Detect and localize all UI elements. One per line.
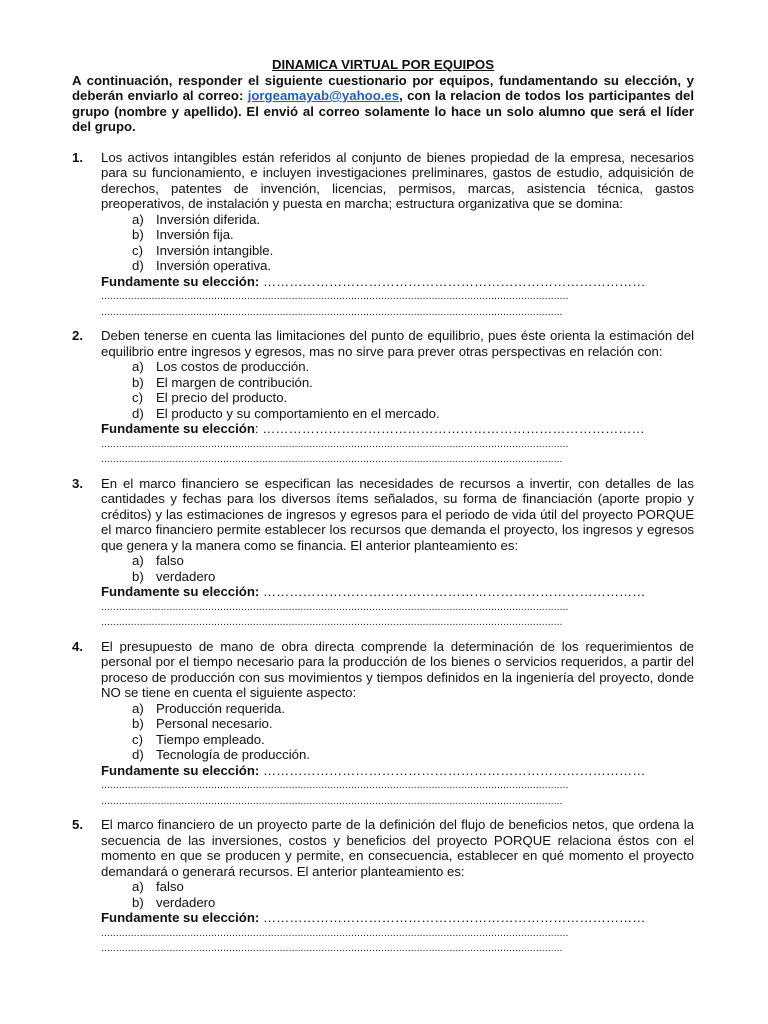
option-letter: d): [132, 747, 144, 762]
question-text: El presupuesto de mano de obra directa comprende la determinación de los requerimientos de personal por el tiempo necesario para la producción de los bienes o servicios requeridos, a partir del proceso de producción con sus movimientos y tiempos definidos en la ingeniería del proyecto, donde NO se tiene en cuenta el siguiente aspecto:: [101, 638, 694, 700]
option-text: Tiempo empleado.: [156, 731, 265, 747]
answer-line-2: ...........................................................................................................................................................: [101, 943, 563, 954]
option-letter: c): [132, 390, 143, 405]
answer-line-1: .............................................................................................................................................................: [101, 780, 569, 791]
option-text: Personal necesario.: [156, 716, 273, 731]
option-text: Tecnología de producción.: [156, 747, 310, 762]
fundamente-line: [101, 274, 694, 290]
fundamente-label: Fundamente su elección: [101, 421, 255, 436]
option-text: Los costos de producción.: [156, 359, 310, 374]
option-text: Inversión operativa.: [156, 258, 272, 273]
question-2: [72, 328, 694, 468]
answer-blank: ……………………………………………………………………………: [262, 910, 646, 925]
option-letter: c): [132, 242, 143, 258]
fundamente-separator: :: [254, 421, 263, 436]
options-list: [101, 359, 694, 421]
question-body: [101, 639, 694, 810]
questions-list: [72, 150, 694, 957]
option-letter: d): [132, 258, 144, 273]
fundamente-line: [101, 421, 694, 437]
option-letter: b): [132, 374, 144, 390]
fundamente-label: Fundamente su elección:: [101, 584, 260, 599]
question-text: En el marco financiero se especifican las necesidades de recursos a invertir, con detalles de las cantidades y fechas para los diversos ítems señalados, su forma de financiación (aporte propio y créditos) y las estimaciones de ingresos y egresos para el periodo de vida útil del proyecto PORQUE el marco financiero permite establecer los recursos que demanda el proyecto, los ingresos y egresos que genera y la manera como se financia. El anterior planteamiento es:: [101, 475, 694, 553]
option-text: Inversión intangible.: [156, 242, 274, 258]
answer-line-1: .............................................................................................................................................................: [101, 438, 569, 450]
option-letter: b): [132, 227, 144, 242]
option-a: [132, 553, 694, 569]
question-body: [101, 476, 694, 631]
option-letter: b): [132, 568, 144, 584]
question-number: 5.: [72, 817, 83, 832]
option-letter: d): [132, 405, 144, 421]
question-number: 2.: [72, 328, 83, 343]
fundamente-label: Fundamente su elección:: [101, 273, 260, 289]
option-a: [132, 359, 694, 375]
answer-line-1: .............................................................................................................................................................: [101, 927, 569, 939]
fundamente-line: [101, 763, 694, 779]
answer-blank: ……………………………………………………………………………: [262, 584, 646, 599]
answer-line-2: ...........................................................................................................................................................: [101, 795, 563, 807]
option-a: [132, 212, 694, 228]
option-letter: a): [132, 700, 144, 716]
question-3: [72, 476, 694, 631]
option-a: [132, 701, 694, 717]
answer-line-1: .............................................................................................................................................................: [101, 291, 569, 302]
option-letter: a): [132, 879, 144, 894]
option-text: falso: [156, 553, 184, 568]
option-text: El margen de contribución.: [156, 374, 313, 390]
answer-blank: ……………………………………………………………………………: [262, 273, 646, 289]
option-c: [132, 243, 694, 259]
option-letter: a): [132, 359, 144, 374]
option-a: [132, 879, 694, 895]
option-text: verdadero: [156, 568, 216, 584]
question-text: Deben tenerse en cuenta las limitaciones del punto de equilibrio, pues éste orienta la estimación del equilibrio entre ingresos y egresos, mas no sirve para prever otras perspectivas en relación con:: [101, 328, 694, 359]
answer-line-2: ...........................................................................................................................................................: [101, 306, 563, 318]
question-number: 1.: [72, 149, 83, 165]
option-text: Producción requerida.: [156, 700, 286, 716]
options-list: [101, 212, 694, 274]
answer-line-2: ...........................................................................................................................................................: [101, 617, 563, 628]
question-body: [101, 150, 694, 321]
email-link[interactable]: jorgeamayab@yahoo.es: [247, 88, 400, 103]
answer-line-1: .............................................................................................................................................................: [101, 601, 569, 613]
options-list: [101, 701, 694, 763]
instructions-text-start: A continuación, responder el siguiente cuestionario por equipos, fundamentando su elección, y deberán enviarlo al correo:: [72, 72, 694, 103]
option-text: El producto y su comportamiento en el mercado.: [156, 405, 440, 421]
fundamente-label: Fundamente su elección:: [101, 910, 260, 925]
option-d: [132, 258, 694, 274]
fundamente-line: [101, 910, 694, 926]
option-text: verdadero: [156, 894, 216, 910]
option-b: [132, 569, 694, 585]
question-body: [101, 817, 694, 957]
options-list: [101, 553, 694, 584]
option-c: [132, 390, 694, 406]
instructions-text-end: , con la relacion de todos los participantes del grupo (nombre y apellido). El envió al correo solamente lo hace un solo alumno que será el líder del grupo.: [72, 88, 695, 134]
instructions-paragraph: [72, 73, 694, 135]
option-d: [132, 406, 694, 422]
question-text: El marco financiero de un proyecto parte de la definición del flujo de beneficios netos, que ordena la secuencia de las inversiones, costos y beneficios del proyecto PORQUE relaciona éstos con el momento en que se producen y permite, en consecuencia, establecer en qué momento el proyecto demandará o generará recursos. El anterior planteamiento es:: [101, 817, 694, 879]
option-text: Inversión fija.: [156, 227, 234, 242]
option-b: [132, 227, 694, 243]
option-letter: c): [132, 731, 143, 747]
option-letter: b): [132, 894, 144, 910]
question-number: 3.: [72, 475, 83, 491]
answer-blank: ……………………………………………………………………………: [262, 762, 646, 778]
question-5: [72, 817, 694, 957]
option-letter: a): [132, 553, 144, 568]
question-1: [72, 150, 694, 321]
document-title: DINAMICA VIRTUAL POR EQUIPOS: [271, 57, 494, 72]
option-text: El precio del producto.: [156, 390, 288, 405]
question-body: [101, 328, 694, 468]
question-number: 4.: [72, 638, 83, 654]
option-b: [132, 716, 694, 732]
option-letter: b): [132, 716, 144, 731]
option-d: [132, 747, 694, 763]
answer-blank: ……………………………………………………………………………: [262, 421, 645, 436]
option-letter: a): [132, 211, 144, 227]
option-c: [132, 732, 694, 748]
document-content: [72, 57, 694, 957]
fundamente-label: Fundamente su elección:: [101, 762, 260, 778]
option-b: [132, 895, 694, 911]
option-text: Inversión diferida.: [156, 211, 261, 227]
answer-line-2: ...........................................................................................................................................................: [101, 454, 563, 465]
option-text: falso: [156, 879, 184, 894]
question-text: Los activos intangibles están referidos al conjunto de bienes propiedad de la empresa, necesarios para su funcionamiento, e incluyen investigaciones preliminares, gastos de estudio, adquisición de derechos, patentes de invención, licencias, permisos, marcas, asistencia técnica, gastos preoperativos, de instalación y puesta en marcha; estructura organizativa que se domina:: [101, 149, 694, 211]
options-list: [101, 879, 694, 910]
fundamente-line: [101, 584, 694, 600]
option-b: [132, 375, 694, 391]
question-4: [72, 639, 694, 810]
